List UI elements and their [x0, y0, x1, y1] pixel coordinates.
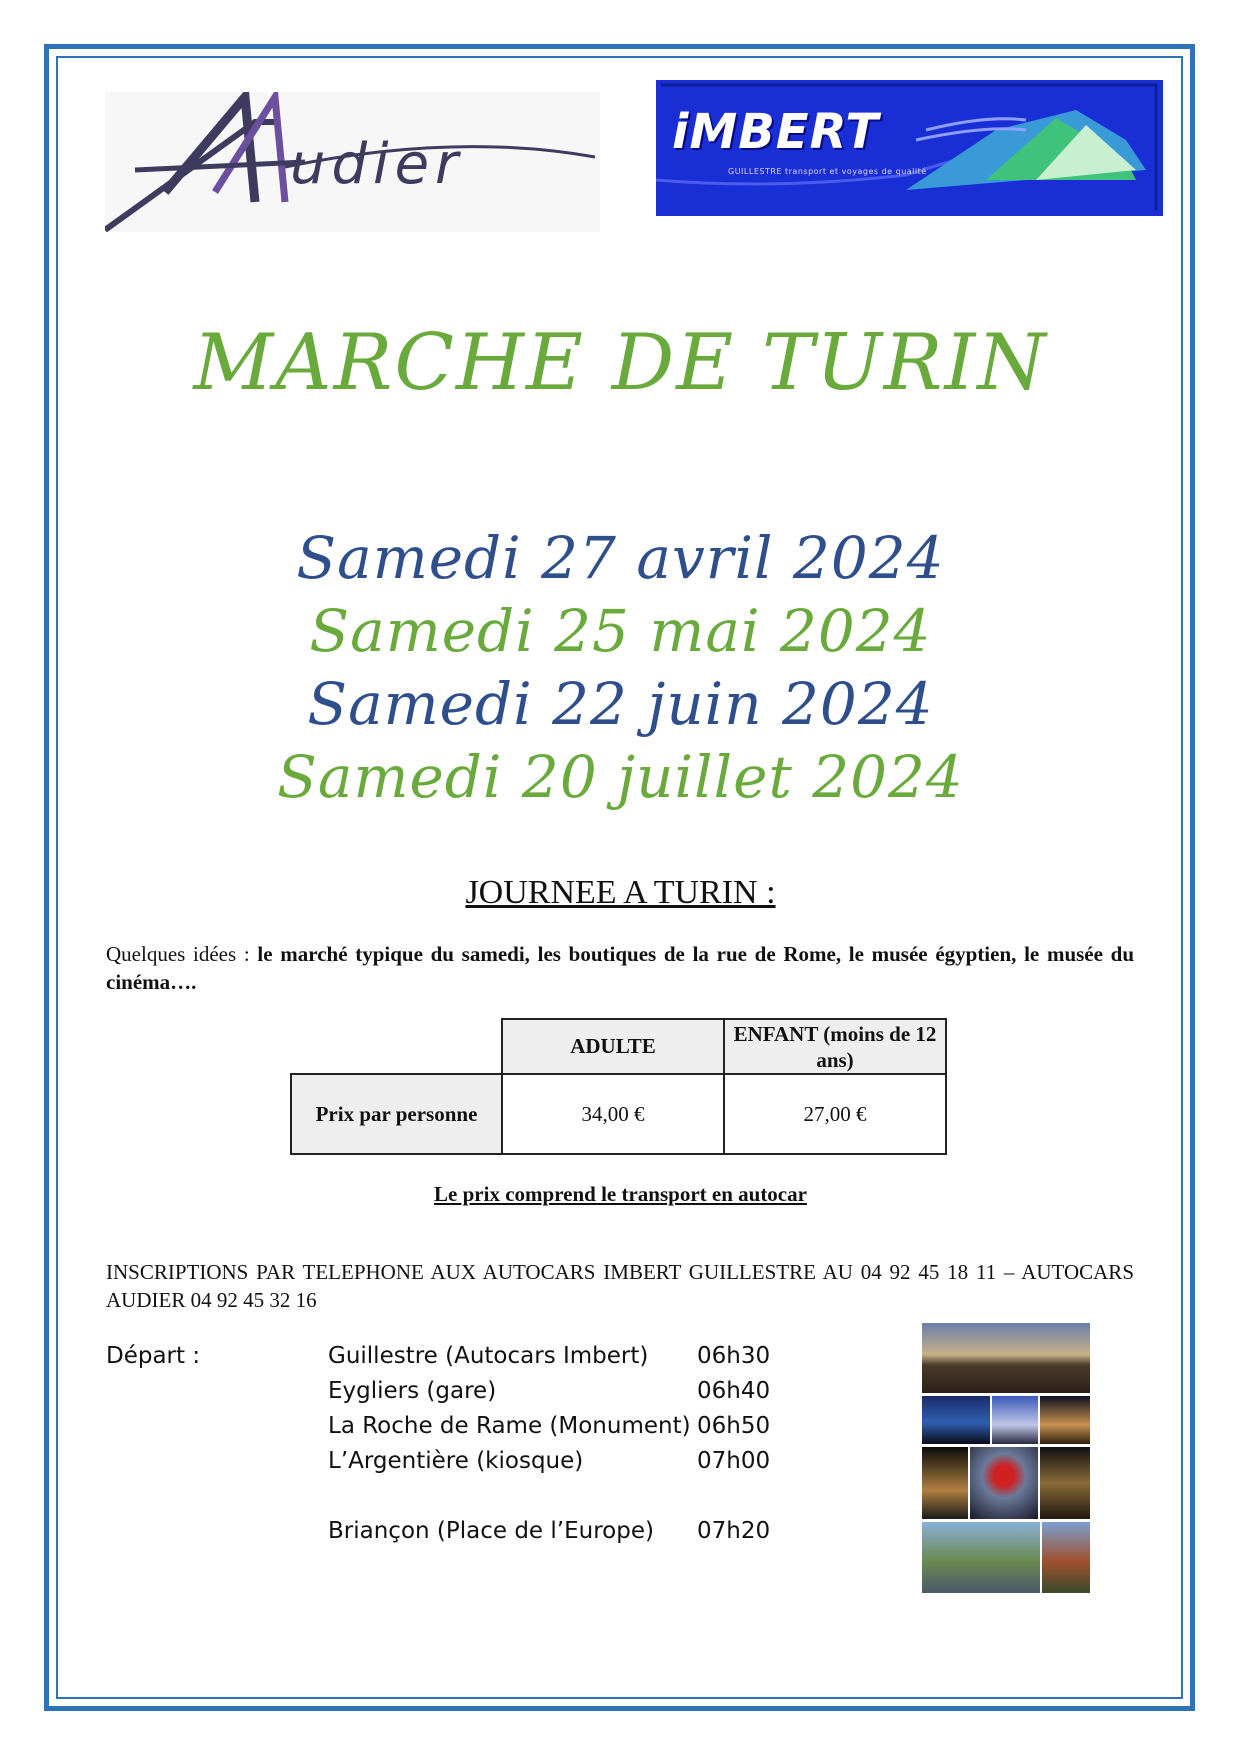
- photo-equestrian-statue: [922, 1447, 968, 1519]
- turin-photo-collage: [922, 1323, 1090, 1593]
- price-table-header-row: [291, 1019, 946, 1074]
- inscriptions-info: INSCRIPTIONS PAR TELEPHONE AUX AUTOCARS IMBERT GUILLESTRE AU 04 92 45 18 11 – AUTOCARS AUDIER 04 92 45 32 16: [106, 1260, 1134, 1312]
- photo-palazzo-lit: [1040, 1396, 1090, 1444]
- departure-stop: Eygliers (gare): [328, 1378, 497, 1404]
- departure-time: 06h30: [697, 1343, 771, 1369]
- ideas-paragraph: [106, 940, 1134, 996]
- photo-river-bridge: [922, 1522, 1040, 1593]
- photo-turin-skyline: [922, 1323, 1090, 1393]
- page-title: MARCHE DE TURIN: [193, 318, 1048, 408]
- photo-red-arch: [970, 1447, 1038, 1519]
- price-adult: 34,00 €: [502, 1074, 724, 1154]
- price-table-header-child: ENFANT (moins de 12 ans): [724, 1019, 946, 1074]
- departure-stop: L’Argentière (kiosque): [328, 1448, 584, 1474]
- ideas-list: le marché typique du samedi, les boutiques de la rue de Rome, le musée égyptien, le musée du cinéma….: [106, 942, 1134, 994]
- departure-label: Départ :: [106, 1343, 201, 1369]
- price-table-row: [291, 1074, 946, 1154]
- imbert-wordmark: iMBERT: [672, 104, 880, 160]
- photo-castle: [1042, 1522, 1090, 1593]
- audier-logo: [105, 92, 600, 232]
- departure-time: 07h00: [697, 1448, 771, 1474]
- departure-stop: Briançon (Place de l’Europe): [328, 1518, 654, 1544]
- departure-stop: La Roche de Rame (Monument): [328, 1413, 691, 1439]
- departure-stop: Guillestre (Autocars Imbert): [328, 1343, 649, 1369]
- subheading: JOURNEE A TURIN :: [465, 874, 776, 911]
- price-child: 27,00 €: [724, 1074, 946, 1154]
- date-1: Samedi 27 avril 2024: [296, 524, 945, 592]
- photo-egyptian-statue: [1040, 1447, 1090, 1519]
- price-table-row-label: Prix par personne: [291, 1074, 502, 1154]
- price-table-empty-cell: [291, 1019, 502, 1074]
- price-table: [290, 1018, 947, 1155]
- date-3: Samedi 22 juin 2024: [307, 670, 934, 738]
- price-includes-note: Le prix comprend le transport en autocar: [434, 1182, 807, 1206]
- ideas-lead: Quelques idées :: [106, 942, 258, 966]
- departure-time: 06h50: [697, 1413, 771, 1439]
- audier-wordmark: udier: [290, 132, 465, 197]
- imbert-tagline: GUILLESTRE transport et voyages de qualité: [728, 167, 927, 176]
- date-4: Samedi 20 juillet 2024: [277, 743, 964, 811]
- date-2: Samedi 25 mai 2024: [309, 597, 932, 665]
- price-table-header-adult: ADULTE: [502, 1019, 724, 1074]
- imbert-logo: [656, 80, 1163, 216]
- departure-time: 07h20: [697, 1518, 771, 1544]
- photo-night-square: [922, 1396, 990, 1444]
- photo-palazzo-dusk: [992, 1396, 1038, 1444]
- departure-time: 06h40: [697, 1378, 771, 1404]
